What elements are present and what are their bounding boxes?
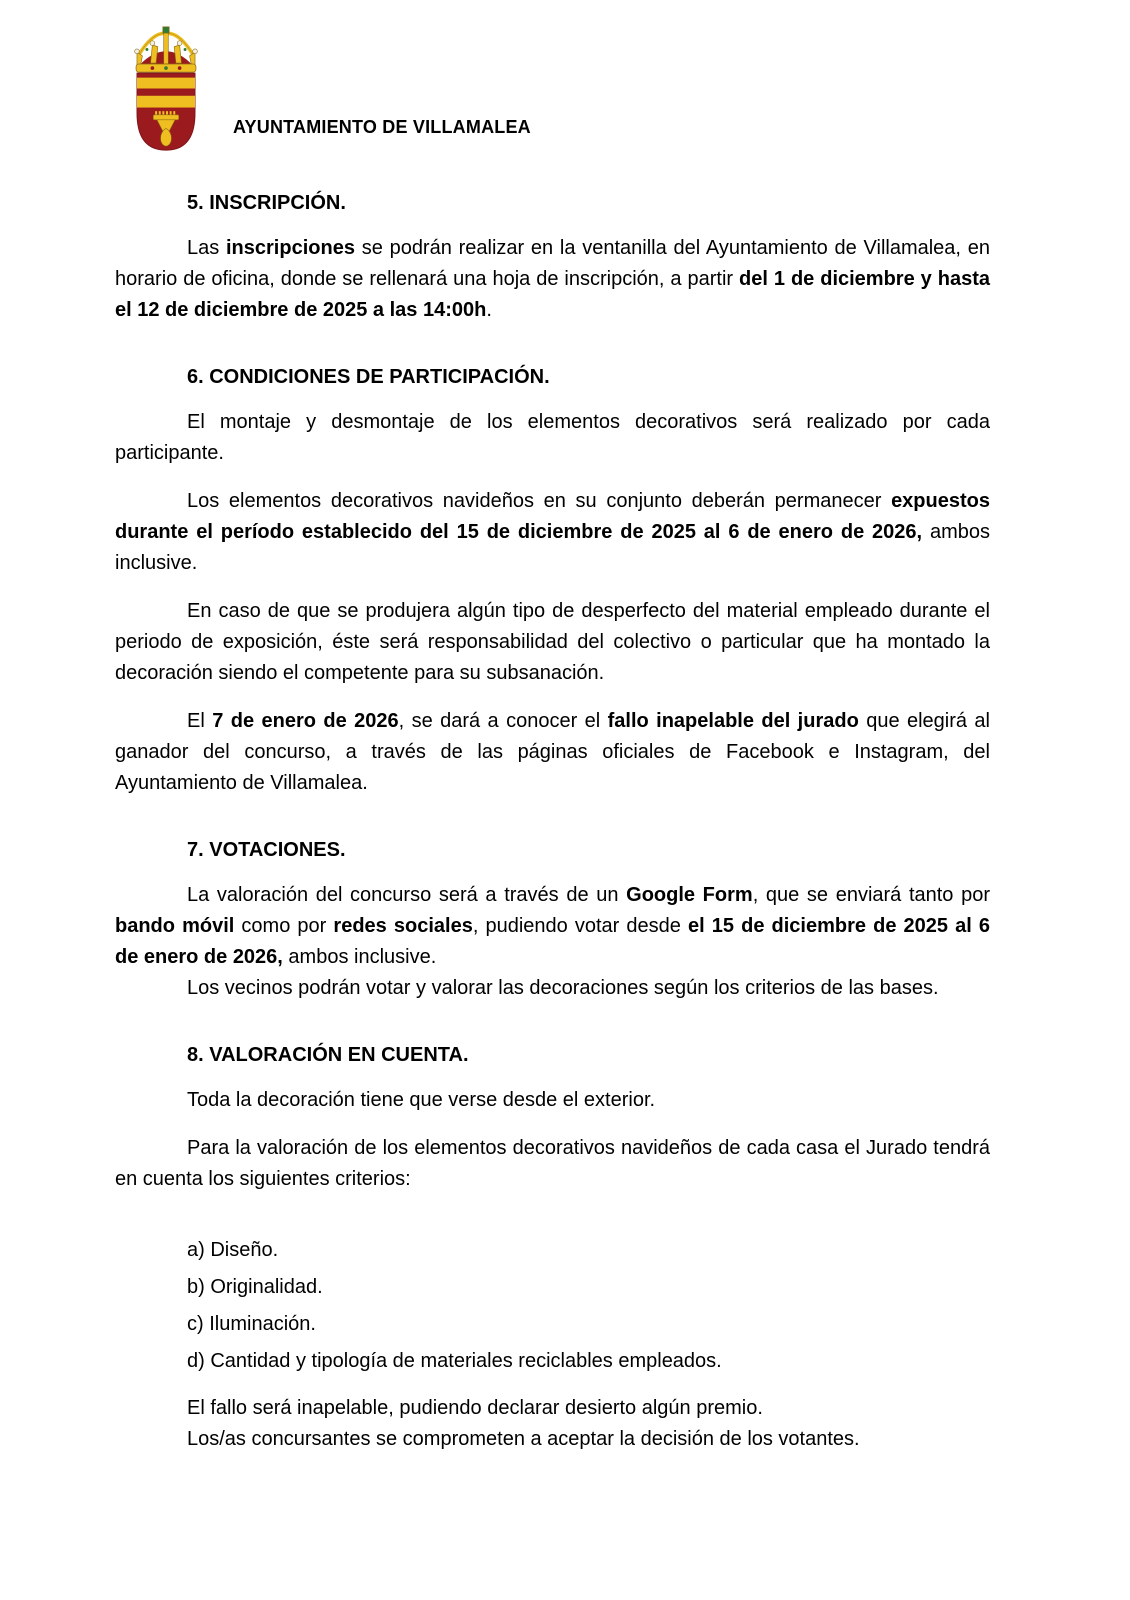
paragraph: Los elementos decorativos navideños en su conjunto deberán permanecer expuestos durante el período establecido del 15 de diciembre de 2025 al 6 de enero de 2026, ambos inclusive.	[115, 490, 990, 574]
header-title: AYUNTAMIENTO DE VILLAMALEA	[233, 117, 531, 137]
paragraph: En caso de que se produjera algún tipo de desperfecto del material empleado durante el periodo de exposición, éste será responsabilidad del colectivo o particular que ha montado la decoración siendo el competente para su subsanación.	[115, 600, 990, 684]
crown-icon	[135, 27, 198, 72]
paragraph: El montaje y desmontaje de los elementos decorativos será realizado por cada participante.	[115, 411, 990, 464]
paragraph: Los vecinos podrán votar y valorar las decoraciones según los criterios de las bases.	[187, 977, 939, 999]
document-body	[115, 188, 990, 1455]
list-item: a) Diseño.	[187, 1239, 279, 1261]
list-item: d) Cantidad y tipología de materiales reciclables empleados.	[187, 1350, 722, 1372]
paragraph: Toda la decoración tiene que verse desde el exterior.	[187, 1089, 656, 1111]
list-item: c) Iluminación.	[187, 1313, 316, 1335]
paragraph: El fallo será inapelable, pudiendo declarar desierto algún premio.	[187, 1397, 763, 1419]
section-heading: 7. VOTACIONES.	[187, 839, 346, 861]
shield-icon	[137, 73, 195, 150]
list-item: b) Originalidad.	[187, 1276, 323, 1298]
paragraph: El 7 de enero de 2026, se dará a conocer el fallo inapelable del jurado que elegirá al ganador del concurso, a través de las páginas oficiales de Facebook e Instagram, del Ayuntamiento de Villamalea.	[115, 710, 991, 794]
section-heading: 5. INSCRIPCIÓN.	[187, 192, 346, 214]
paragraph: Las inscripciones se podrán realizar en la ventanilla del Ayuntamiento de Villamalea, en horario de oficina, donde se rellenará una hoja de inscripción, a partir del 1 de diciembre y hasta el 12 de diciembre de 2025 a las 14:00h.	[115, 237, 990, 321]
paragraph: Los/as concursantes se comprometen a aceptar la decisión de los votantes.	[187, 1428, 860, 1450]
paragraph: Para la valoración de los elementos decorativos navideños de cada casa el Jurado tendrá en cuenta los siguientes criterios:	[115, 1137, 990, 1190]
section-heading: 8. VALORACIÓN EN CUENTA.	[187, 1044, 469, 1066]
paragraph: La valoración del concurso será a través de un Google Form, que se enviará tanto por bando móvil como por redes sociales, pudiendo votar desde el 15 de diciembre de 2025 al 6 de enero de 2026, ambos inclusive.	[115, 884, 991, 968]
coat-of-arms-icon	[125, 25, 207, 152]
document-header	[125, 25, 990, 152]
section-heading: 6. CONDICIONES DE PARTICIPACIÓN.	[187, 366, 550, 388]
